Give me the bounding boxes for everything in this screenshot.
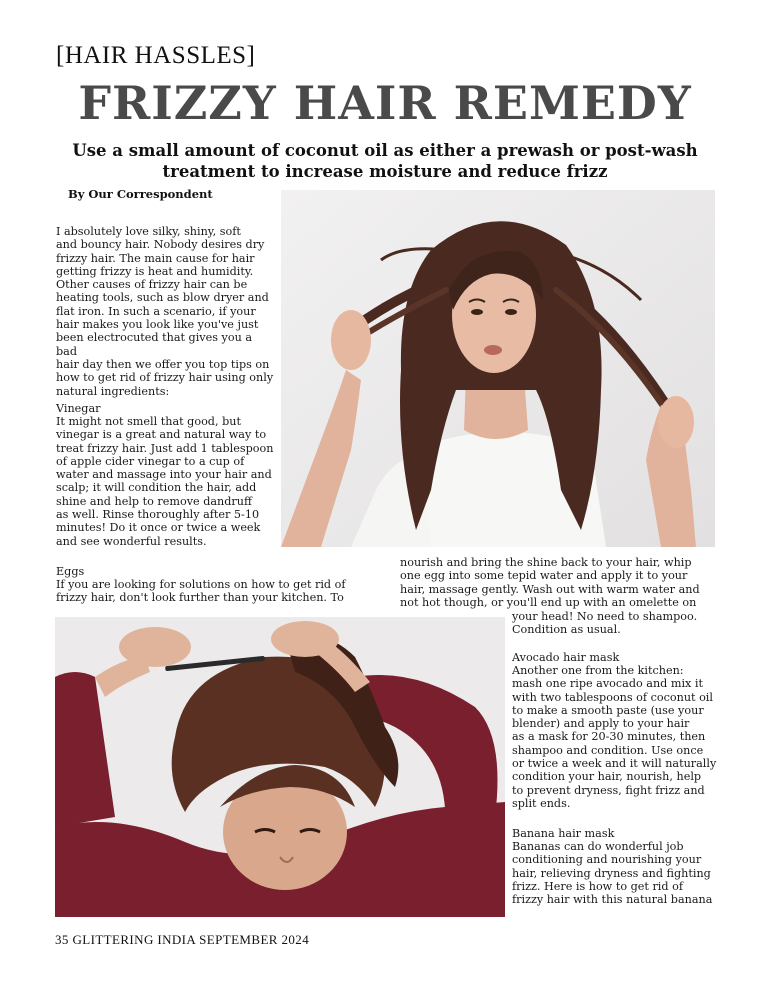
banana-paragraph: Bananas can do wonderful job conditioning and nourishing your hair, relieving dryness and fighting frizz. Here is how to get rid of frizzy hair with this natural banana [512,840,713,907]
frizzy-hair-photo [281,190,715,547]
eggs-paragraph-end: your head! No need to shampoo. Condition as usual. [512,610,698,637]
banana-heading: Banana hair mask [512,827,615,840]
section-label: [HAIR HASSLES] [56,42,256,69]
page-number: 35 [55,932,69,947]
hair-tying-photo [55,617,505,917]
avocado-heading: Avocado hair mask [512,651,620,664]
publication-name: GLITTERING INDIA SEPTEMBER 2024 [72,932,310,947]
article-deck: Use a small amount of coconut oil as either a prewash or post-wash treatment to increase moisture and reduce frizz [72,141,698,181]
avocado-paragraph: Another one from the kitchen: mash one ripe avocado and mix it with two tablespoons of coconut oil to make a smooth paste (use your blender) and apply to your hair as a mask for 20-30 minutes, then shampoo and condition. Use once or twice a week and it will naturally condition your hair, nourish, help to prevent dryness, fight frizz and split ends. [512,664,717,810]
byline: By Our Correspondent [68,187,213,201]
vinegar-paragraph: It might not smell that good, but vinegar is a great and natural way to treat frizzy hair. Just add 1 tablespoon of apple cider vinegar to a cup of water and massage into your hair and scalp; it will condition the hair, add shine and help to remove dandruff as well. Rinse thoroughly after 5-10 minutes! Do it once or twice a week and see wonderful results. [56,415,274,548]
intro-paragraph: I absolutely love silky, shiny, soft and bouncy hair. Nobody desires dry frizzy hair. The main cause for hair getting frizzy is heat and humidity. Other causes of frizzy hair can be heating tools, such as blow dryer and flat iron. In such a scenario, if your hair makes you look like you've just been electrocuted that gives you a bad hair day then we offer you top tips on how to get rid of frizzy hair using only natural ingredients: [56,225,274,398]
vinegar-heading: Vinegar [56,402,101,415]
page-footer [55,932,309,948]
eggs-heading: Eggs [56,565,85,578]
eggs-paragraph-continued: nourish and bring the shine back to your hair, whip one egg into some tepid water and apply it to your hair, massage gently. Wash out with warm water and not hot though, or you'll end up with an omelette on [400,556,700,609]
article-title: FRIZZY HAIR REMEDY [78,76,692,130]
eggs-paragraph: If you are looking for solutions on how to get rid of frizzy hair, don't look further than your kitchen. To [56,578,346,605]
